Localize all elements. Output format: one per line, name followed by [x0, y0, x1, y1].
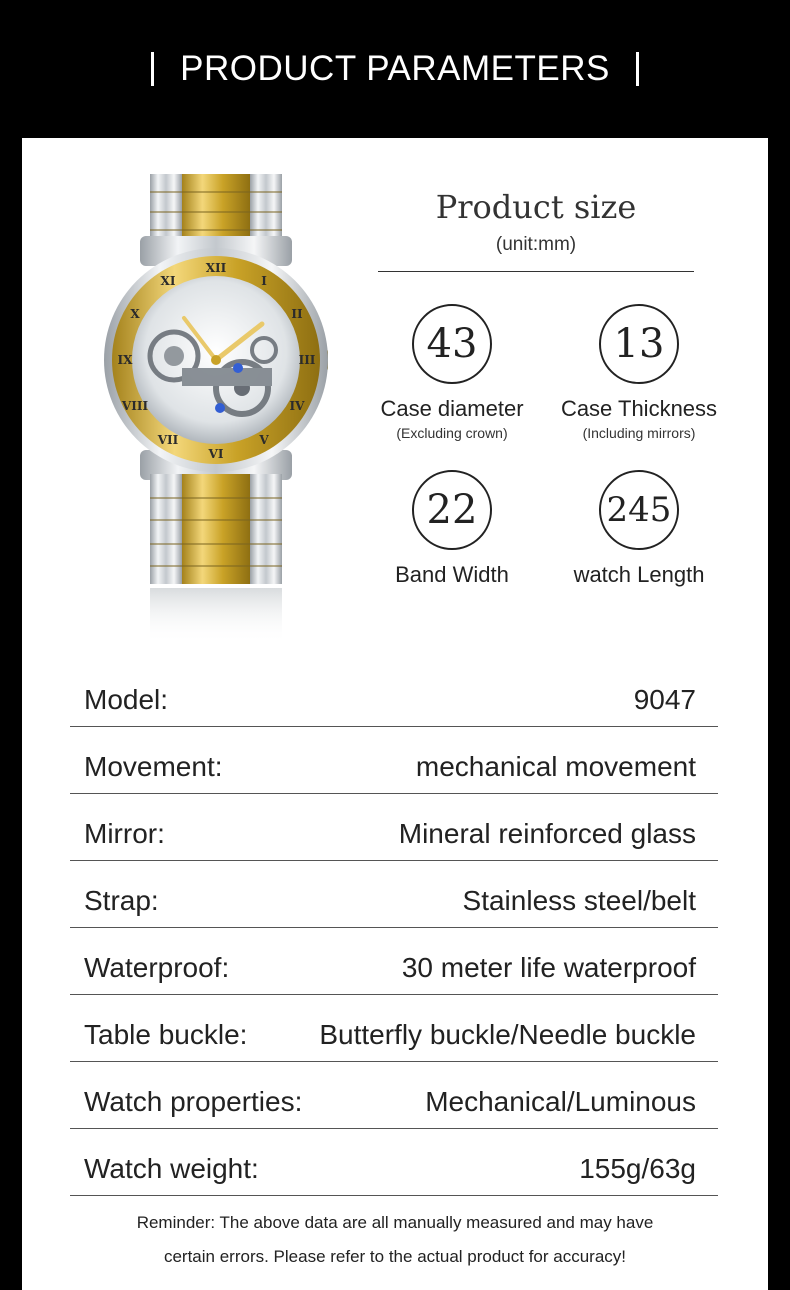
param-value: Mineral reinforced glass [398, 818, 696, 849]
bracelet-bottom [150, 474, 282, 644]
param-row-watch-properties [70, 1062, 718, 1129]
title-bar-right [636, 52, 639, 86]
dimension-label: Case Thickness [560, 396, 718, 421]
reminder-line-2: certain errors. Please refer to the actual product for accuracy! [163, 1247, 627, 1266]
param-row-table-buckle [70, 995, 718, 1062]
title-bar-left [151, 52, 154, 86]
param-key: Model: [84, 684, 169, 715]
param-value: 30 meter life waterproof [401, 952, 696, 983]
param-value: 9047 [633, 684, 696, 715]
parameters-card [22, 138, 768, 1290]
param-row-watch-weight [70, 1129, 718, 1196]
svg-text:XII: XII [205, 261, 227, 275]
divider [378, 271, 694, 272]
dimension-band-width [362, 470, 542, 588]
param-key: Watch weight: [84, 1153, 259, 1184]
watch-illustration [92, 168, 342, 648]
param-row-strap [70, 861, 718, 928]
svg-text:IV: IV [289, 399, 305, 413]
dimension-note: (Excluding crown) [396, 425, 508, 441]
dimension-value: 22 [412, 470, 492, 550]
dimension-label: Case diameter [380, 396, 524, 421]
param-value: Mechanical/Luminous [425, 1086, 696, 1117]
svg-text:III: III [298, 353, 316, 367]
reminder-note [82, 1206, 708, 1274]
dimension-value: 13 [599, 304, 679, 384]
param-row-model [70, 660, 718, 727]
page-title: PRODUCT PARAMETERS [180, 49, 610, 88]
header-banner [0, 0, 790, 138]
param-key: Waterproof: [84, 952, 230, 983]
dimension-value: 43 [412, 304, 492, 384]
dimension-label: watch Length [573, 562, 705, 587]
param-row-movement [70, 727, 718, 794]
parameters-table [70, 660, 718, 1196]
param-key: Movement: [84, 751, 223, 782]
dimension-label: Band Width [395, 562, 509, 587]
dimension-value: 245 [599, 470, 679, 550]
param-value: Butterfly buckle/Needle buckle [319, 1019, 696, 1050]
svg-text:XI: XI [160, 274, 176, 288]
svg-text:II: II [291, 307, 303, 321]
dimension-watch-length [549, 470, 729, 588]
product-size-title: Product size [435, 188, 637, 226]
product-size-unit: (unit:mm) [495, 234, 577, 255]
svg-text:IX: IX [117, 353, 133, 367]
param-row-waterproof [70, 928, 718, 995]
svg-text:X: X [130, 307, 140, 321]
watch-product-image [92, 168, 342, 648]
svg-text:VIII: VIII [121, 399, 149, 413]
param-key: Mirror: [84, 818, 165, 849]
dimension-case-diameter [362, 304, 542, 441]
param-key: Table buckle: [84, 1019, 248, 1050]
param-key: Strap: [84, 885, 159, 916]
svg-text:I: I [261, 274, 267, 288]
param-key: Watch properties: [84, 1086, 303, 1117]
param-value: mechanical movement [415, 751, 696, 782]
param-value: Stainless steel/belt [462, 885, 696, 916]
param-row-mirror [70, 794, 718, 861]
dimension-case-thickness [549, 304, 729, 441]
param-value: 155g/63g [579, 1153, 696, 1184]
dimension-note: (Including mirrors) [582, 425, 696, 441]
svg-text:VI: VI [208, 447, 224, 461]
svg-text:VII: VII [157, 433, 179, 447]
svg-text:V: V [259, 433, 269, 447]
bracelet-top [150, 174, 282, 244]
reminder-line-1: Reminder: The above data are all manually measured and may have [136, 1213, 654, 1232]
